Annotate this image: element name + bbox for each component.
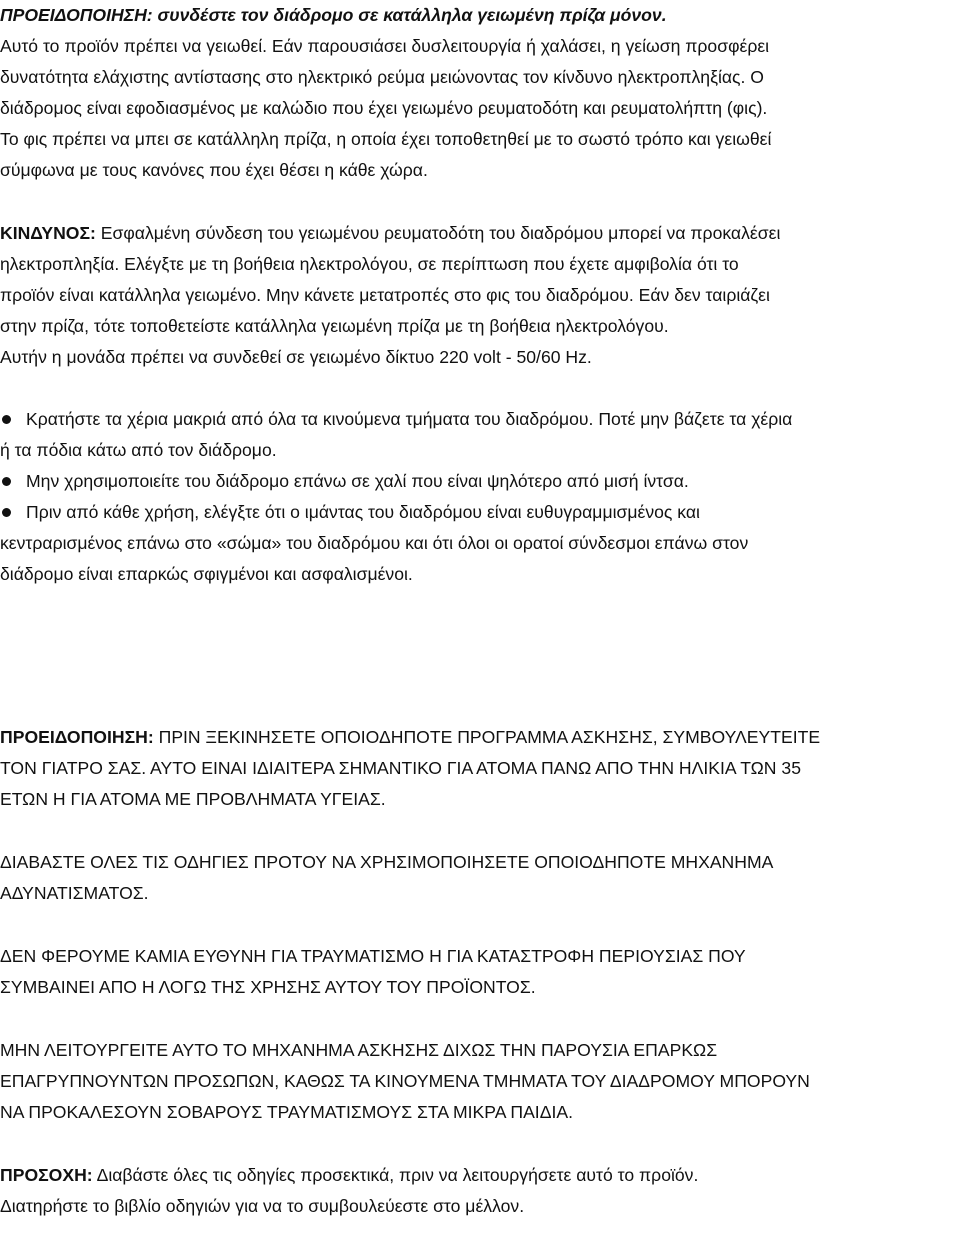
read-instructions-notice bbox=[0, 847, 954, 909]
danger-label: ΚΙΝΔΥΝΟΣ: bbox=[0, 223, 96, 243]
text-line: Αυτήν η μονάδα πρέπει να συνδεθεί σε γειωμένο δίκτυο 220 volt - 50/60 Hz. bbox=[0, 347, 592, 367]
text-line: σύμφωνα με τους κανόνες που έχει θέσει η κάθε χώρα. bbox=[0, 160, 428, 180]
text-line: Αυτό το προϊόν πρέπει να γειωθεί. Εάν παρουσιάσει δυσλειτουργία ή χαλάσει, η γείωση προσφέρει bbox=[0, 36, 770, 56]
text-line: ΑΔΥΝΑΤΙΣΜΑΤΟΣ. bbox=[0, 883, 149, 903]
bullet-item bbox=[0, 497, 954, 590]
bullet-item bbox=[0, 466, 954, 497]
text-line: ΤΟΝ ΓΙΑΤΡΟ ΣΑΣ. ΑΥΤΟ ΕΙΝΑΙ ΙΔΙΑΙΤΕΡΑ ΣΗΜΑΝΤΙΚΟ ΓΙΑ ΑΤΟΜΑ ΠΑΝΩ ΑΠΟ ΤΗΝ ΗΛΙΚΙΑ ΤΩΝ 35 bbox=[0, 758, 801, 778]
text-line: Πριν από κάθε χρήση, ελέγξτε ότι ο ιμάντας του διαδρόμου είναι ευθυγραμμισμένος και bbox=[26, 502, 700, 522]
caution-notice bbox=[0, 1160, 954, 1222]
text-line: ή τα πόδια κάτω από τον διάδρομο. bbox=[0, 440, 277, 460]
text-line: ηλεκτροπληξία. Ελέγξτε με τη βοήθεια ηλεκτρολόγου, σε περίπτωση που έχετε αμφιβολία ότι το bbox=[0, 254, 739, 274]
text-line: διάδρομος είναι εφοδιασμένος με καλώδιο που έχει γειωμένο ρευματοδότη και ρευματολήπτη (φις). bbox=[0, 98, 768, 118]
text-line: ΠΡΟΣΟΧΗ: Διαβάστε όλες τις οδηγίες προσεκτικά, πριν να λειτουργήσετε αυτό το προϊόν. bbox=[0, 1165, 699, 1185]
text-line: ΚΙΝΔΥΝΟΣ: Εσφαλμένη σύνδεση του γειωμένου ρευματοδότη του διαδρόμου μπορεί να προκαλέσει bbox=[0, 223, 781, 243]
danger-section bbox=[0, 218, 954, 373]
text-line: Το φις πρέπει να μπει σε κατάλληλη πρίζα, η οποία έχει τοποθετηθεί με το σωστό τρόπο και γειωθεί bbox=[0, 129, 772, 149]
bullet-dot-icon bbox=[2, 415, 11, 424]
text-line: ΣΥΜΒΑΙΝΕΙ ΑΠΟ Η ΛΟΓΩ ΤΗΣ ΧΡΗΣΗΣ ΑΥΤΟΥ ΤΟΥ ΠΡΟΪΟΝΤΟΣ. bbox=[0, 977, 536, 997]
text-line: δυνατότητα ελάχιστης αντίστασης στο ηλεκτρικό ρεύμα μειώνοντας τον κίνδυνο ηλεκτροπληξίας. Ο bbox=[0, 67, 764, 87]
grounding-warning bbox=[0, 0, 954, 186]
doctor-warning-label: ΠΡΟΕΙΔΟΠΟΙΗΣΗ: bbox=[0, 727, 154, 747]
text-line: ΝΑ ΠΡΟΚΑΛΕΣΟΥΝ ΣΟΒΑΡΟΥΣ ΤΡΑΥΜΑΤΙΣΜΟΥΣ ΣΤΑ ΜΙΚΡΑ ΠΑΙΔΙΑ. bbox=[0, 1102, 573, 1122]
liability-notice bbox=[0, 941, 954, 1003]
text-line: ΜΗΝ ΛΕΙΤΟΥΡΓΕΙΤΕ ΑΥΤΟ ΤΟ ΜΗΧΑΝΗΜΑ ΑΣΚΗΣΗΣ ΔΙΧΩΣ ΤΗΝ ΠΑΡΟΥΣΙΑ ΕΠΑΡΚΩΣ bbox=[0, 1040, 718, 1060]
text-line: προϊόν είναι κατάλληλα γειωμένο. Μην κάνετε μετατροπές στο φις του διαδρόμου. Εάν δεν ταιριάζει bbox=[0, 285, 770, 305]
bullet-item bbox=[0, 404, 954, 466]
text-line: ΕΠΑΓΡΥΠΝΟΥΝΤΩΝ ΠΡΟΣΩΠΩΝ, ΚΑΘΩΣ ΤΑ ΚΙΝΟΥΜΕΝΑ ΤΜΗΜΑΤΑ ΤΟΥ ΔΙΑΔΡΟΜΟΥ ΜΠΟΡΟΥΝ bbox=[0, 1071, 810, 1091]
text-line: ΔΙΑΒΑΣΤΕ ΟΛΕΣ ΤΙΣ ΟΔΗΓΙΕΣ ΠΡΟΤΟΥ ΝΑ ΧΡΗΣΙΜΟΠΟΙΗΣΕΤΕ ΟΠΟΙΟΔΗΠΟΤΕ ΜΗΧΑΝΗΜΑ bbox=[0, 852, 774, 872]
bullet-dot-icon bbox=[2, 508, 11, 517]
text-line: κεντραρισμένος επάνω στο «σώμα» του διαδρόμου και ότι όλοι οι ορατοί σύνδεσμοι επάνω στον bbox=[0, 533, 749, 553]
text-line: Διατηρήστε το βιβλίο οδηγιών για να το συμβουλεύεστε στο μέλλον. bbox=[0, 1196, 525, 1216]
bullet-dot-icon bbox=[2, 477, 11, 486]
text-line: διάδρομο είναι επαρκώς σφιγμένοι και ασφαλισμένοι. bbox=[0, 564, 413, 584]
supervision-notice bbox=[0, 1035, 954, 1128]
text-line: ΠΡΟΕΙΔΟΠΟΙΗΣΗ: ΠΡΙΝ ΞΕΚΙΝΗΣΕΤΕ ΟΠΟΙΟΔΗΠΟΤΕ ΠΡΟΓΡΑΜΜΑ ΑΣΚΗΣΗΣ, ΣΥΜΒΟΥΛΕΥΤΕΙΤΕ bbox=[0, 727, 821, 747]
doctor-warning bbox=[0, 722, 954, 815]
text-line: στην πρίζα, τότε τοποθετείστε κατάλληλα γειωμένη πρίζα με τη βοήθεια ηλεκτρολόγου. bbox=[0, 316, 669, 336]
text-line: Μην χρησιμοποιείτε του διάδρομο επάνω σε χαλί που είναι ψηλότερο από μισή ίντσα. bbox=[26, 471, 689, 491]
text-line: Κρατήστε τα χέρια μακριά από όλα τα κινούμενα τμήματα του διαδρόμου. Ποτέ μην βάζετε τα χέρια bbox=[26, 409, 793, 429]
text-line: ΔΕΝ ΦΕΡΟΥΜΕ ΚΑΜΙΑ ΕΥΘΥΝΗ ΓΙΑ ΤΡΑΥΜΑΤΙΣΜΟ Η ΓΙΑ ΚΑΤΑΣΤΡΟΦΗ ΠΕΡΙΟΥΣΙΑΣ ΠΟΥ bbox=[0, 946, 746, 966]
caution-label: ΠΡΟΣΟΧΗ: bbox=[0, 1165, 93, 1185]
grounding-warning-heading: ΠΡΟΕΙΔΟΠΟΙΗΣΗ: συνδέστε τον διάδρομο σε κατάλληλα γειωμένη πρίζα μόνον. bbox=[0, 5, 667, 25]
text-line: ΕΤΩΝ Η ΓΙΑ ΑΤΟΜΑ ΜΕ ΠΡΟΒΛΗΜΑΤΑ ΥΓΕΙΑΣ. bbox=[0, 789, 386, 809]
